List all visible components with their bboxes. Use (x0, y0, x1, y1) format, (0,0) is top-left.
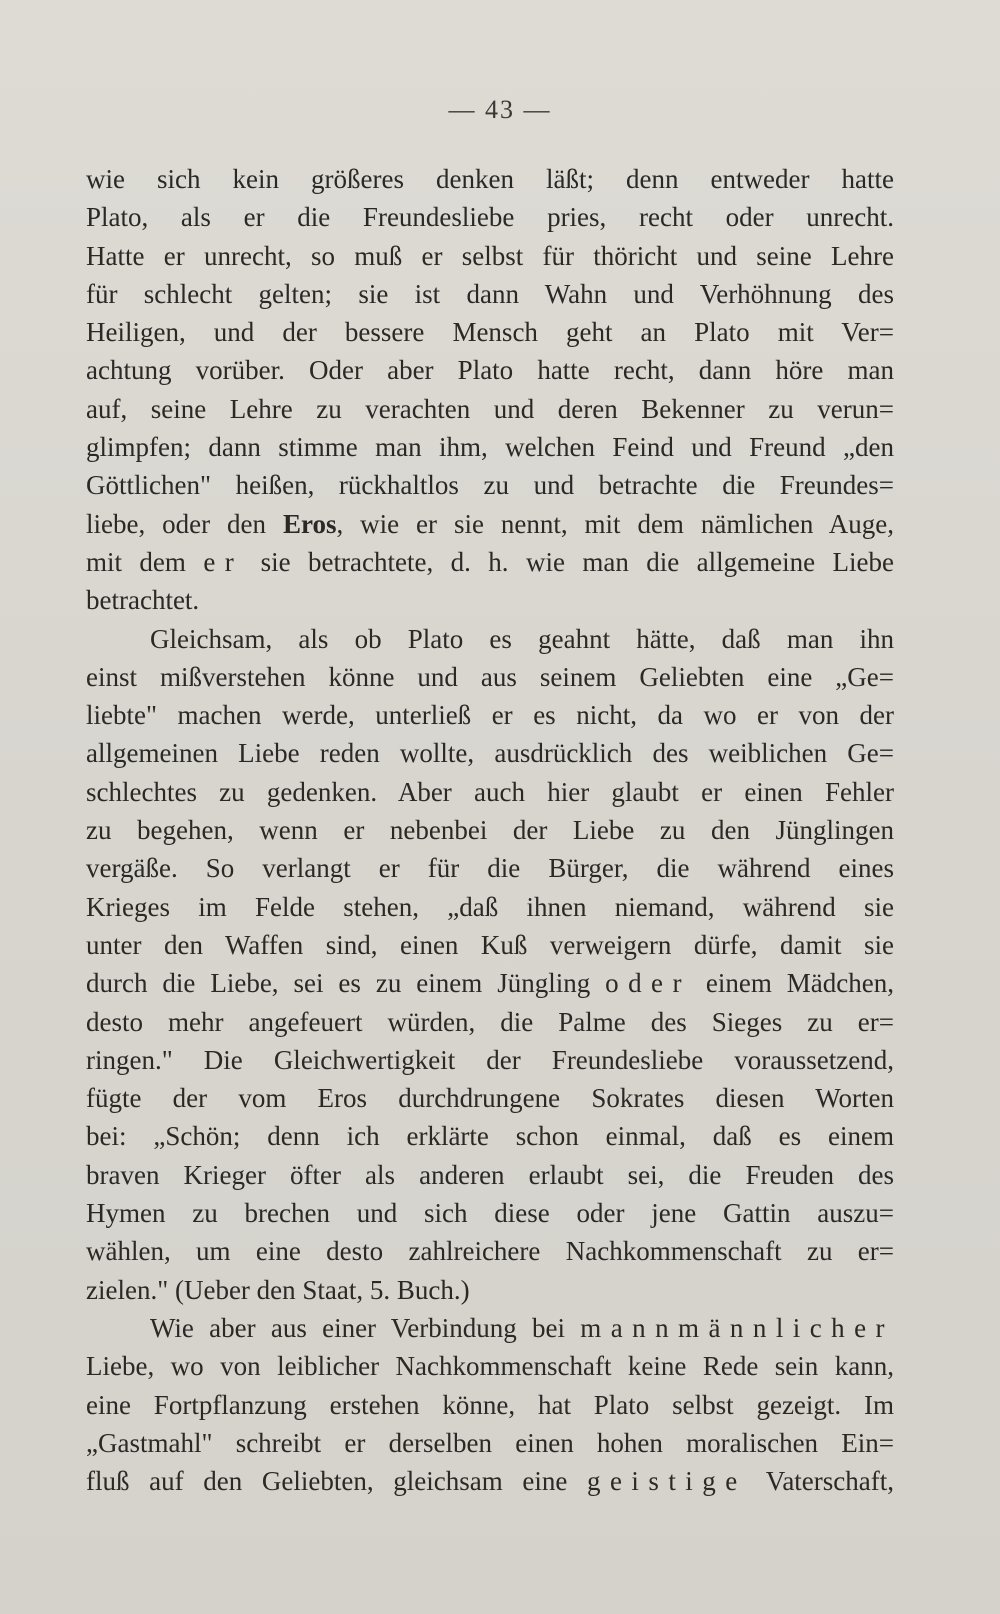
text-line (86, 1041, 894, 1079)
text-fragment: mit dem (86, 546, 204, 577)
text-fragment: liebe, oder den (86, 508, 283, 539)
text-fragment: bei: „Schön; denn ich erklärte schon einmal, daß es einem (86, 1121, 894, 1152)
text-fragment: fügte der vom Eros durchdrungene Sokrates diesen Worten (86, 1083, 894, 1114)
text-line (86, 198, 894, 236)
spaced-emphasis: er (203, 546, 244, 577)
text-fragment: , wie er sie nennt, mit dem nämlichen Auge, (336, 508, 894, 539)
text-fragment: achtung vorüber. Oder aber Plato hatte recht, dann höre man (86, 355, 894, 386)
text-fragment: Vaterschaft, (746, 1466, 894, 1497)
text-line (86, 160, 894, 198)
text-fragment: betrachtet. (86, 585, 200, 616)
text-line (86, 696, 894, 734)
text-line (86, 351, 894, 389)
text-line (86, 466, 894, 504)
text-fragment: Liebe, wo von leiblicher Nachkommenschaft keine Rede sein kann, (86, 1351, 894, 1382)
text-fragment: liebte" machen werde, unterließ er es nicht, da wo er von der (86, 700, 894, 731)
text-line (86, 926, 894, 964)
text-fragment: Wie aber aus einer Verbindung bei (150, 1312, 581, 1343)
text-fragment: glimpfen; dann stimme man ihm, welchen Feind und Freund „den (86, 432, 894, 463)
text-fragment: Heiligen, und der bessere Mensch geht an Plato mit Ver= (86, 317, 894, 348)
text-line (86, 581, 894, 619)
text-fragment: allgemeinen Liebe reden wollte, ausdrücklich des weiblichen Ge= (86, 738, 894, 769)
text-line (86, 773, 894, 811)
text-fragment: Krieges im Felde stehen, „daß ihnen niemand, während sie (86, 891, 894, 922)
text-line (86, 1347, 894, 1385)
text-line (86, 543, 894, 581)
text-line (86, 1424, 894, 1462)
text-line (86, 390, 894, 428)
text-fragment: ringen." Die Gleichwertigkeit der Freundesliebe voraussetzend, (86, 1044, 894, 1075)
text-fragment: wählen, um eine desto zahlreichere Nachkommenschaft zu er= (86, 1236, 894, 1267)
text-fragment: schlechtes zu gedenken. Aber auch hier glaubt er einen Fehler (86, 776, 894, 807)
text-fragment: desto mehr angefeuert würden, die Palme des Sieges zu er= (86, 1006, 894, 1037)
text-fragment: unter den Waffen sind, einen Kuß verweigern dürfe, damit sie (86, 929, 894, 960)
spaced-emphasis: mannmännlicher (580, 1312, 894, 1343)
text-line (86, 1271, 894, 1309)
text-line (86, 620, 894, 658)
text-fragment: „Gastmahl" schreibt er derselben einen hohen moralischen Ein= (86, 1427, 894, 1458)
text-line (86, 849, 894, 887)
text-line (86, 237, 894, 275)
text-line (86, 313, 894, 351)
text-fragment: für schlecht gelten; sie ist dann Wahn und Verhöhnung des (86, 278, 894, 309)
bold-emphasis: Eros (282, 508, 337, 539)
text-line (86, 888, 894, 926)
text-fragment: vergäße. So verlangt er für die Bürger, die während eines (86, 853, 894, 884)
text-fragment: Gleichsam, als ob Plato es geahnt hätte, daß man ihn (150, 623, 894, 654)
text-line (86, 658, 894, 696)
page-number: — 43 — (448, 95, 552, 124)
text-line (86, 275, 894, 313)
text-fragment: einst mißverstehen könne und aus seinem Geliebten eine „Ge= (86, 661, 894, 692)
text-fragment: Hymen zu brechen und sich diese oder jene Gattin auszu= (86, 1198, 894, 1229)
text-line (86, 811, 894, 849)
spaced-emphasis: geistige (587, 1466, 747, 1497)
text-fragment: einem Mädchen, (690, 968, 894, 999)
text-line (86, 1194, 894, 1232)
text-line (86, 1003, 894, 1041)
text-fragment: zu begehen, wenn er nebenbei der Liebe zu den Jünglingen (86, 815, 894, 846)
text-fragment: auf, seine Lehre zu verachten und deren Bekenner zu verun= (86, 393, 894, 424)
text-line (86, 1309, 894, 1347)
text-line (86, 505, 894, 543)
text-line (86, 1079, 894, 1117)
text-fragment: fluß auf den Geliebten, gleichsam eine (86, 1466, 588, 1497)
text-line (86, 1117, 894, 1155)
text-line (86, 1386, 894, 1424)
text-fragment: zielen." (Ueber den Staat, 5. Buch.) (86, 1274, 470, 1305)
text-fragment: Göttlichen" heißen, rückhaltlos zu und betrachte die Freundes= (86, 470, 894, 501)
text-line (86, 428, 894, 466)
text-fragment: sie betrachtete, d. h. wie man die allgemeine Liebe (243, 546, 894, 577)
text-fragment: braven Krieger öfter als anderen erlaubt sei, die Freuden des (86, 1159, 894, 1190)
body-text (86, 160, 894, 1500)
text-line (86, 734, 894, 772)
text-fragment: wie sich kein größeres denken läßt; denn entweder hatte (86, 164, 894, 194)
text-line (86, 1156, 894, 1194)
text-line (86, 1462, 894, 1500)
text-fragment: durch die Liebe, sei es zu einem Jüngling (86, 968, 606, 999)
spaced-emphasis: oder (605, 968, 691, 999)
text-fragment: Plato, als er die Freundesliebe pries, recht oder unrecht. (86, 202, 894, 233)
text-fragment: eine Fortpflanzung erstehen könne, hat Plato selbst gezeigt. Im (86, 1389, 894, 1420)
text-line (86, 1232, 894, 1270)
text-fragment: Hatte er unrecht, so muß er selbst für thöricht und seine Lehre (86, 240, 894, 271)
text-line (86, 964, 894, 1002)
